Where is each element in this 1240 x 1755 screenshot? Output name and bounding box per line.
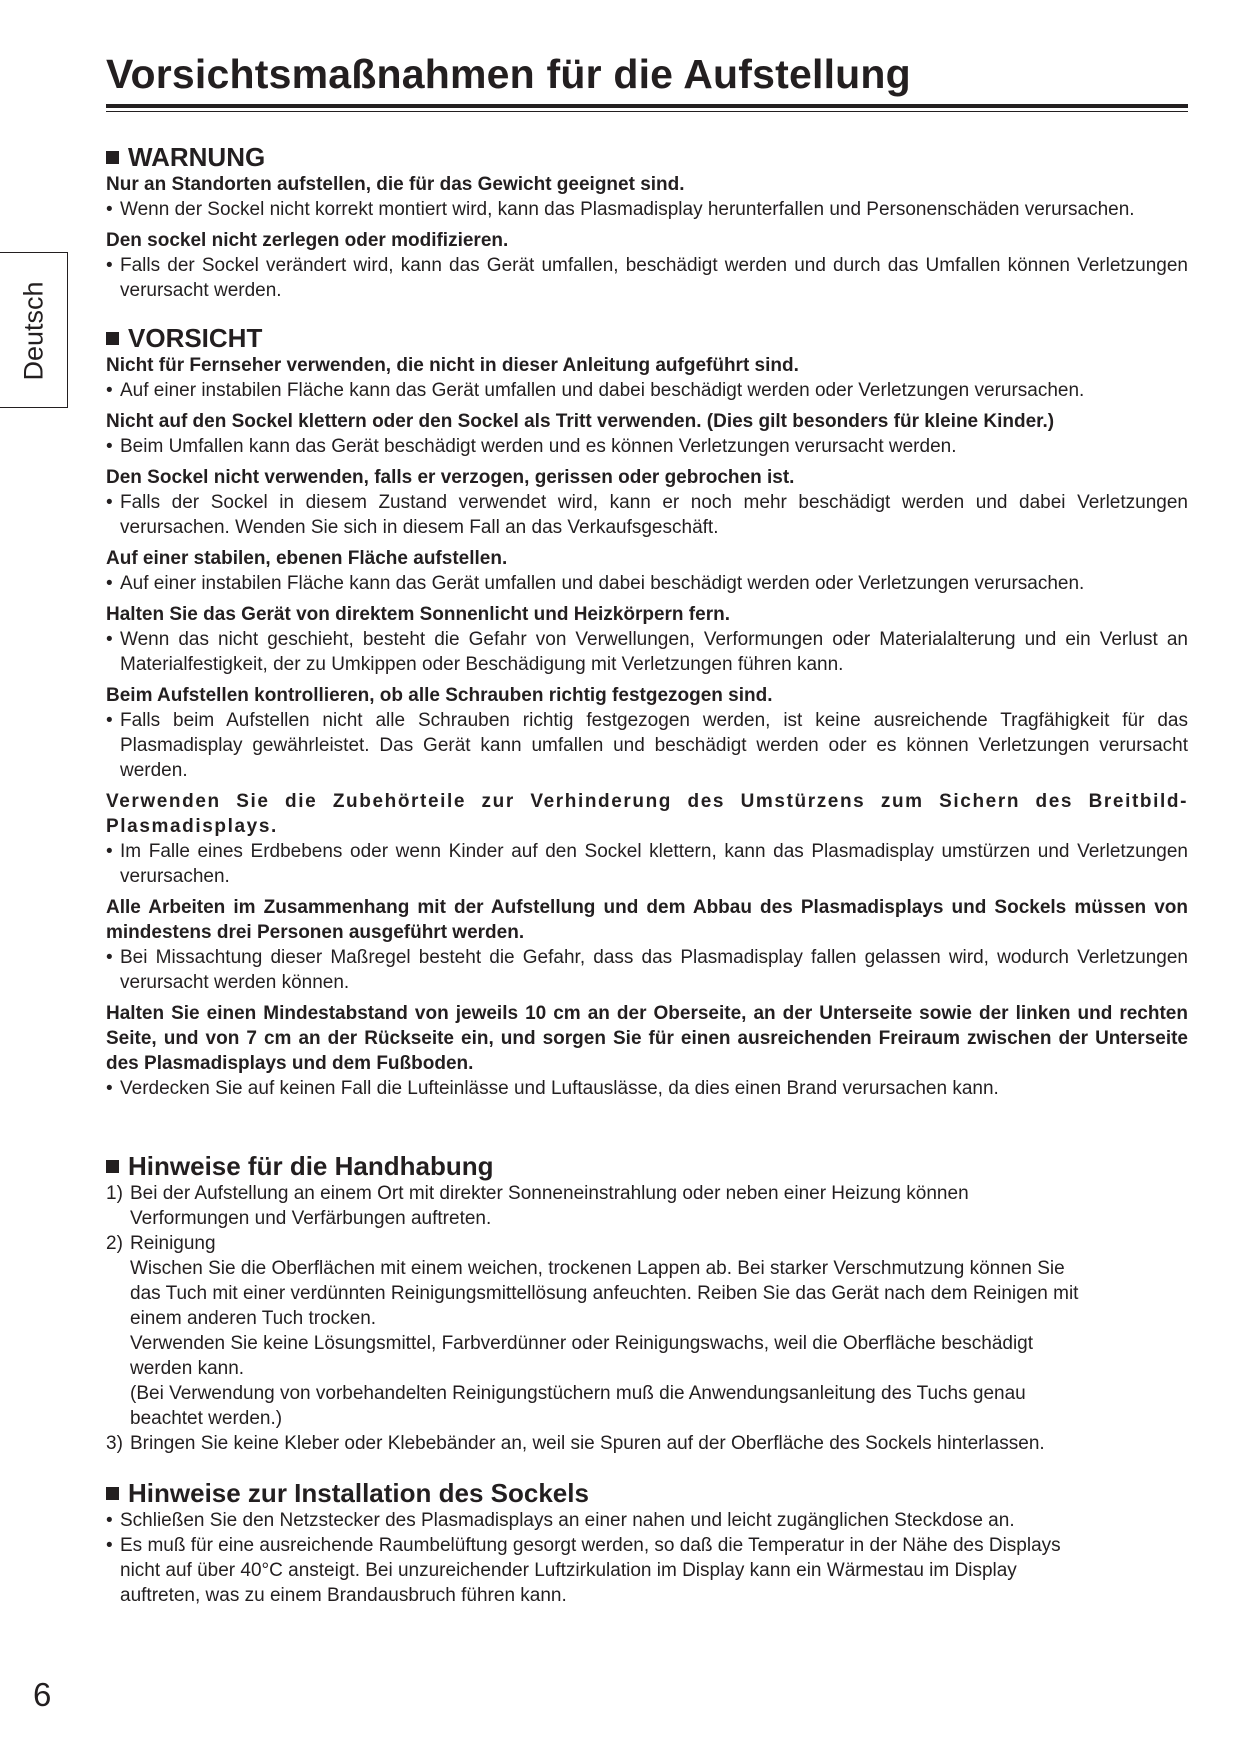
- caution-item: [106, 789, 1188, 889]
- square-bullet-icon: [106, 151, 119, 164]
- text-line: • Schließen Sie den Netzstecker des Plasmadisplays an einer nahen und leicht zugänglichen Steckdose an.: [120, 1510, 1015, 1531]
- text-line: Verformungen und Verfärbungen auftreten.: [130, 1208, 492, 1229]
- text-line: einem anderen Tuch trocken.: [130, 1308, 377, 1329]
- square-bullet-icon: [106, 1487, 119, 1500]
- square-bullet-icon: [106, 1160, 119, 1173]
- warning-item: [106, 172, 1188, 222]
- item-text: • Wenn der Sockel nicht korrekt montiert wird, kann das Plasmadisplay herunterfallen und Personenschäden verursachen.: [106, 197, 1188, 222]
- warnung-heading: WARNUNG: [106, 142, 1188, 172]
- bullet-item: [106, 1508, 1188, 1533]
- vorsicht-heading: VORSICHT: [106, 323, 1188, 353]
- text-line: nicht auf über 40°C ansteigt. Bei unzureichender Luftzirkulation im Display kann ein Wärmestau im Display: [120, 1560, 1017, 1581]
- item-heading: Halten Sie einen Mindestabstand von jeweils 10 cm an der Oberseite, an der Unterseite sowie der linken und rechten Seite, und von 7 cm an der Rückseite ein, und sorgen Sie für einen ausreichenden Freiraum zwischen der Unterseite des Plasmadisplays und dem Fußboden.: [106, 1003, 1188, 1074]
- item-text: • Verdecken Sie auf keinen Fall die Lufteinlässe und Luftauslässe, da dies einen Brand verursachen kann.: [106, 1076, 1188, 1101]
- page-number: 6: [33, 1676, 52, 1713]
- text-line: (Bei Verwendung von vorbehandelten Reinigungstüchern muß die Anwendungsanleitung des Tuchs genau: [130, 1383, 1026, 1404]
- handhabung-heading: Hinweise für die Handhabung: [106, 1151, 1188, 1181]
- caution-item: [106, 602, 1188, 677]
- item-text: • Im Falle eines Erdbebens oder wenn Kinder auf den Sockel klettern, kann das Plasmadisplay umstürzen und Verletzungen verursachen.: [106, 839, 1188, 889]
- caution-item: [106, 353, 1188, 403]
- caution-item: [106, 1001, 1188, 1101]
- item-text: • Auf einer instabilen Fläche kann das Gerät umfallen und dabei beschädigt werden oder Verletzungen verursachen.: [106, 571, 1188, 596]
- item-text: • Beim Umfallen kann das Gerät beschädigt werden und es können Verletzungen verursacht werden.: [106, 434, 1188, 459]
- text-line: auftreten, was zu einem Brandausbruch führen kann.: [120, 1585, 567, 1606]
- item-number: 1): [106, 1183, 123, 1204]
- text-line: Reinigung: [130, 1233, 216, 1254]
- item-heading: Auf einer stabilen, ebenen Fläche aufstellen.: [106, 548, 508, 569]
- content: [106, 142, 1188, 1608]
- sockel-heading: Hinweise zur Installation des Sockels: [106, 1478, 1188, 1508]
- language-tab: [0, 252, 68, 408]
- sockel-section: [106, 1478, 1188, 1608]
- item-heading: Den Sockel nicht verwenden, falls er verzogen, gerissen oder gebrochen ist.: [106, 467, 795, 488]
- text-line: beachtet werden.): [130, 1408, 283, 1429]
- item-text: • Auf einer instabilen Fläche kann das Gerät umfallen und dabei beschädigt werden oder Verletzungen verursachen.: [106, 378, 1188, 403]
- item-text: • Falls der Sockel in diesem Zustand verwendet wird, kann er noch mehr beschädigt werden und dabei Verletzungen verursachen. Wenden Sie sich in diesem Fall an das Verkaufsgeschäft.: [106, 490, 1188, 540]
- vorsicht-section: [106, 323, 1188, 1101]
- item-heading: Halten Sie das Gerät von direktem Sonnenlicht und Heizkörpern fern.: [106, 604, 730, 625]
- text-line: • Es muß für eine ausreichende Raumbelüftung gesorgt werden, so daß die Temperatur in der Nähe des Displays: [120, 1535, 1061, 1556]
- item-heading: Nicht für Fernseher verwenden, die nicht in dieser Anleitung aufgeführt sind.: [106, 355, 799, 376]
- item-heading: Nur an Standorten aufstellen, die für das Gewicht geeignet sind.: [106, 174, 685, 195]
- caution-item: [106, 683, 1188, 783]
- text-line: Bringen Sie keine Kleber oder Klebebänder an, weil sie Spuren auf der Oberfläche des Sockels hinterlassen.: [130, 1433, 1045, 1454]
- square-bullet-icon: [106, 332, 119, 345]
- numbered-item: [106, 1231, 1188, 1431]
- text-line: Wischen Sie die Oberflächen mit einem weichen, trockenen Lappen ab. Bei starker Verschmutzung können Sie: [130, 1258, 1065, 1279]
- item-heading: Verwenden Sie die Zubehörteile zur Verhinderung des Umstürzens zum Sichern des Breitbild-Plasmadisplays.: [106, 791, 1188, 837]
- page-title: Vorsichtsmaßnahmen für die Aufstellung: [106, 51, 911, 97]
- item-text: • Falls der Sockel verändert wird, kann das Gerät umfallen, beschädigt werden und durch das Umfallen können Verletzungen verursacht werden.: [106, 253, 1188, 303]
- item-number: 2): [106, 1233, 123, 1254]
- warnung-section: [106, 142, 1188, 303]
- text-line: werden kann.: [130, 1358, 245, 1379]
- item-number: 3): [106, 1433, 123, 1454]
- handhabung-section: [106, 1151, 1188, 1456]
- item-heading: Alle Arbeiten im Zusammenhang mit der Aufstellung und dem Abbau des Plasmadisplays und Sockels müssen von mindestens drei Personen ausgeführt werden.: [106, 897, 1188, 943]
- item-text: • Wenn das nicht geschieht, besteht die Gefahr von Verwellungen, Verformungen oder Materialalterung und ein Verlust an Materialfestigkeit, der zu Umkippen oder Beschädigung mit Verletzungen führen kann.: [106, 627, 1188, 677]
- text-line: Bei der Aufstellung an einem Ort mit direkter Sonneneinstrahlung oder neben einer Heizung können: [130, 1183, 969, 1204]
- warning-item: [106, 228, 1188, 303]
- numbered-item: [106, 1181, 1188, 1231]
- bullet-item: [106, 1533, 1188, 1608]
- item-text: • Bei Missachtung dieser Maßregel besteht die Gefahr, dass das Plasmadisplay fallen gelassen wird, wodurch Verletzungen verursacht werden können.: [106, 945, 1188, 995]
- text-line: Verwenden Sie keine Lösungsmittel, Farbverdünner oder Reinigungswachs, weil die Oberfläche beschädigt: [130, 1333, 1034, 1354]
- title-rule: [106, 104, 1188, 112]
- item-heading: Den sockel nicht zerlegen oder modifizieren.: [106, 230, 509, 251]
- item-text: • Falls beim Aufstellen nicht alle Schrauben richtig festgezogen werden, ist keine ausreichende Tragfähigkeit für das Plasmadisplay gewährleistet. Das Gerät kann umfallen und beschädigt werden oder es können Verletzungen verursacht werden.: [106, 708, 1188, 783]
- numbered-item: [106, 1431, 1188, 1456]
- caution-item: [106, 465, 1188, 540]
- text-line: das Tuch mit einer verdünnten Reinigungsmittellösung anfeuchten. Reiben Sie das Gerät nach dem Reinigen mit: [130, 1283, 1079, 1304]
- item-heading: Beim Aufstellen kontrollieren, ob alle Schrauben richtig festgezogen sind.: [106, 685, 773, 706]
- caution-item: [106, 546, 1188, 596]
- language-tab-label: Deutsch: [18, 281, 49, 381]
- item-heading: Nicht auf den Sockel klettern oder den Sockel als Tritt verwenden. (Dies gilt besonders für kleine Kinder.): [106, 411, 1055, 432]
- caution-item: [106, 409, 1188, 459]
- caution-item: [106, 895, 1188, 995]
